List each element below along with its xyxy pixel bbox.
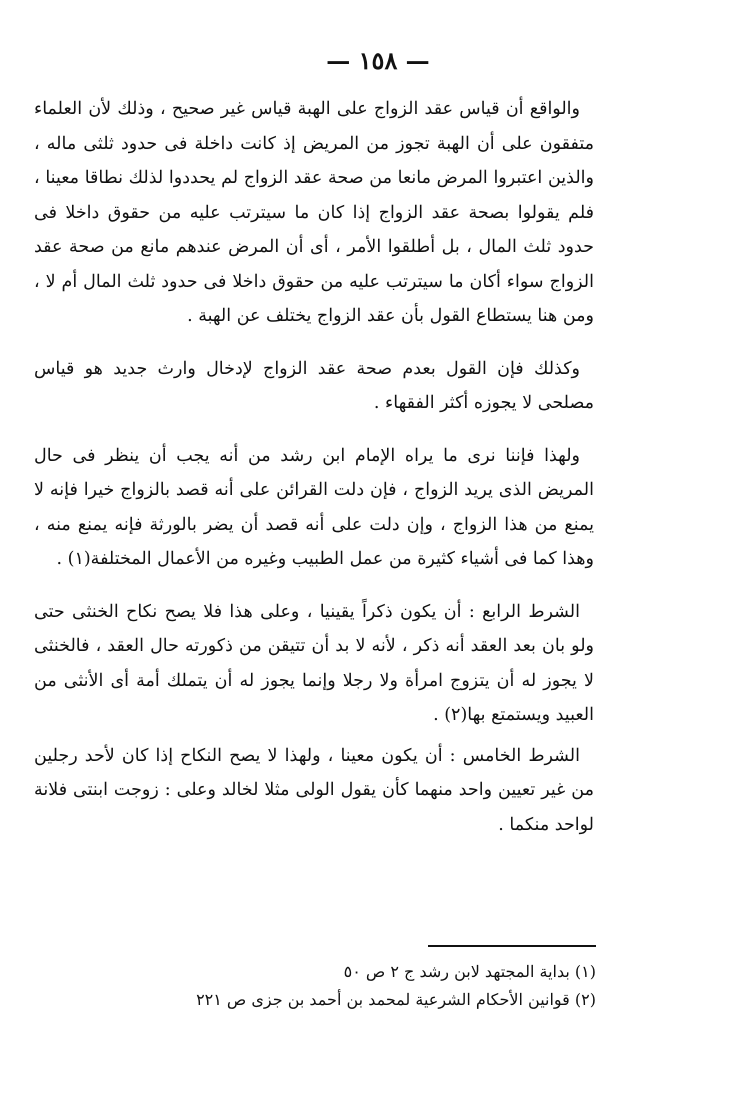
- footnote-1: (١) بداية المجتهد لابن رشد ج ٢ ص ٥٠: [343, 962, 596, 981]
- paragraph-2: وكذلك فإن القول بعدم صحة عقد الزواج لإدخال وارث جديد هو قياس مصلحى لا يجوزه أكثر الفقهاء .: [34, 358, 594, 413]
- paragraph-4-condition-four: الشرط الرابع : أن يكون ذكراً يقينيا ، وعلى هذا فلا يصح نكاح الخنثى حتى ولو بان بعد العقد أنه ذكر ، لأنه لا بد أن تتيقن من ذكورته حال العقد ، فالخنثى لا يجوز له أن يتزوج امرأة ولا رجلا وإنما يجوز له أن يتملك أمة أى الأنثى من العبيد ويستمتع بها(٢) .: [34, 601, 594, 725]
- paragraph-5-condition-five: الشرط الخامس : أن يكون معينا ، ولهذا لا يصح النكاح إذا كان لأحد رجلين من غير تعيين واحد منهما كأن يقول الولى مثلا لخالد وعلى : زوجت ابنتى فلانة لواحد منكما .: [34, 745, 594, 835]
- footnote-2: (٢) قوانين الأحكام الشرعية لمحمد بن أحمد بن جزى ص ٢٢١: [196, 990, 596, 1009]
- main-text: [34, 92, 594, 842]
- paragraph-3: ولهذا فإننا نرى ما يراه الإمام ابن رشد من أنه يجب أن ينظر فى حال المريض الذى يريد الزواج ، فإن دلت القرائن على أنه قصد بالزواج خيرا فإنه لا يمنع من هذا الزواج ، وإن دلت على أنه قصد أن يضر بالورثة فإنه يمنع منه ، وهذا كما فى أشياء كثيرة من عمل الطبيب وغيره من الأعمال المختلفة(١) .: [34, 445, 594, 569]
- paragraph-1: والواقع أن قياس عقد الزواج على الهبة قياس غير صحيح ، وذلك لأن العلماء متفقون على أن الهبة تجوز من المريض إذ كانت داخلة فى حدود ثلثى ماله ، والذين اعتبروا المرض مانعا من صحة عقد الزواج لم يحددوا لذلك نطاقا معينا ، فلم يقولوا بصحة عقد الزواج إذا كان ما سيترتب عليه من حقوق داخلا فى حدود ثلث المال ، بل أطلقوا الأمر ، أى أن المرض عندهم مانع من صحة عقد الزواج سواء أكان ما سيترتب عليه من حقوق داخلا فى حدود ثلث المال أم لا ، ومن هنا يستطاع القول بأن عقد الزواج يختلف عن الهبة .: [34, 99, 594, 326]
- footnote-divider: [428, 945, 596, 947]
- footnotes: [176, 958, 596, 1014]
- page-number: — ١٥٨ —: [326, 46, 430, 75]
